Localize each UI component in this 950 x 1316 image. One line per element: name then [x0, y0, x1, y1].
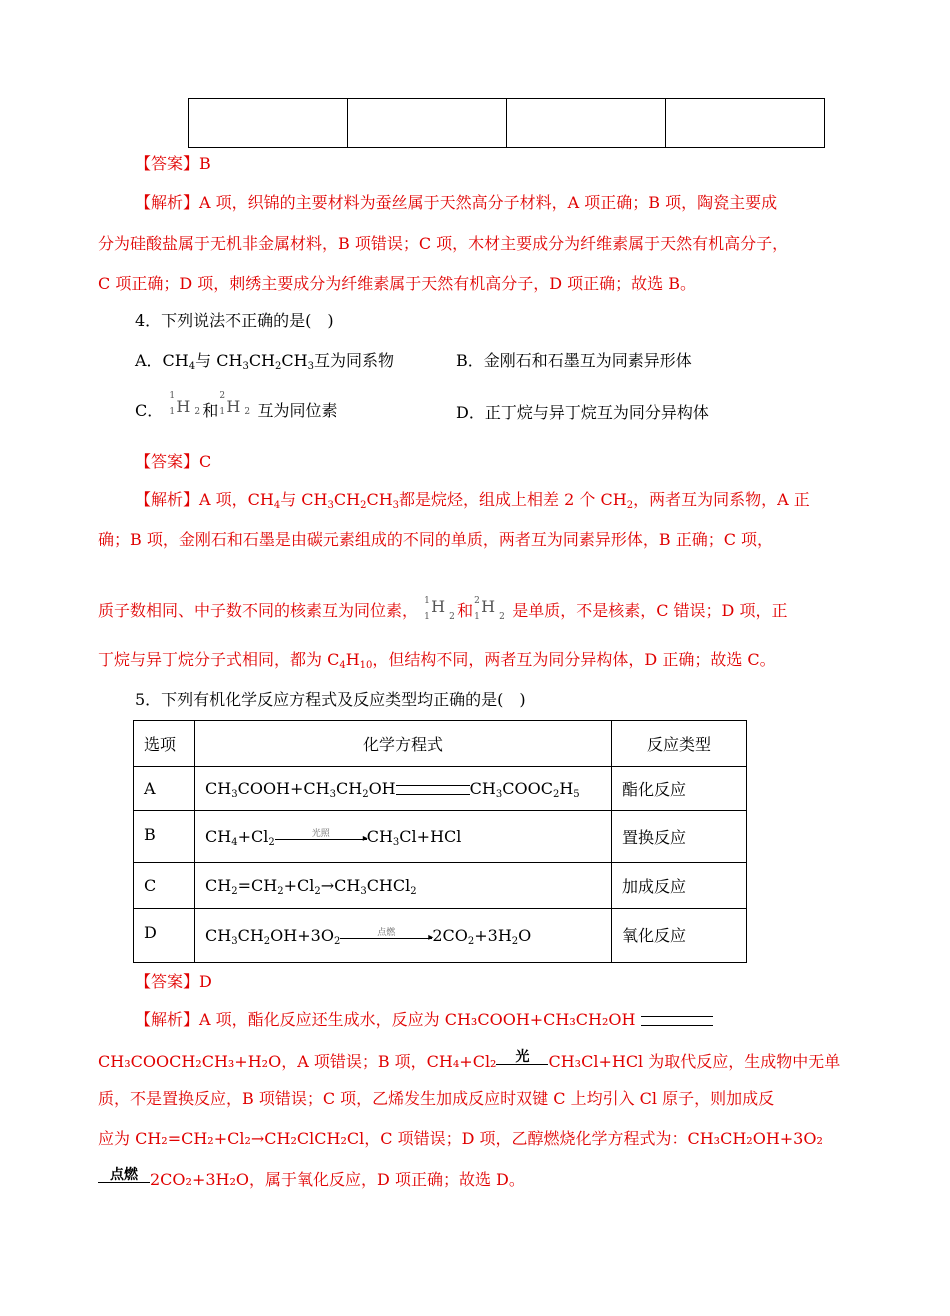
table-header: 化学方程式 — [195, 721, 612, 767]
option-cell: C — [134, 863, 195, 909]
q4-stem: 4．下列说法不正确的是( ) — [135, 311, 334, 330]
option-cell: D — [134, 909, 195, 963]
q4-option-a: A．$CH_4$与 $CH_3CH_2CH_3$互为同系物 — [135, 351, 394, 372]
q4-answer: 【答案】C — [135, 452, 212, 471]
q5-analysis-line: 【解析】A 项，酯化反应还生成水，反应为 CH₃COOH+CH₃CH₂OH — [135, 1010, 905, 1030]
table-row — [134, 909, 747, 963]
equation-cell: $CH_3COOH+CH_3CH_2OH$ $CH_3COOC_2H_5$ — [195, 767, 612, 811]
reaction-arrow: 光照 ▸ — [275, 830, 367, 846]
q3-analysis-line: 【解析】A 项，织锦的主要材料为蚕丝属于天然高分子材料，A 项正确；B 项，陶瓷主要成 — [135, 193, 778, 212]
isotope-h1-symbol: 1 1 H 2 — [169, 391, 201, 417]
q4-analysis-line: 【解析】A 项，$CH_4$与 $CH_3CH_2CH_3$都是烷烃，组成上相差 2 个 $CH_2$，两者互为同系物，A 正 — [135, 490, 810, 511]
reaction-type-cell: 氧化反应 — [612, 909, 747, 963]
reaction-arrow: 点燃 ▸ — [340, 929, 432, 945]
q5-stem: 5．下列有机化学反应方程式及反应类型均正确的是( ) — [135, 690, 526, 709]
table-row — [134, 863, 747, 909]
q5-answer: 【答案】D — [135, 972, 212, 991]
reversible-arrow — [641, 1016, 713, 1026]
equation-cell: $CH_3CH_2OH+3O_2$ 点燃 ▸ $2CO_2+3H_2O$ — [195, 909, 612, 963]
table-row — [134, 811, 747, 863]
option-cell: A — [134, 767, 195, 811]
reaction-type-cell: 置换反应 — [612, 811, 747, 863]
top-table-cell — [666, 99, 825, 148]
q5-analysis-line: 点燃 2CO₂+3H₂O，属于氧化反应，D 项正确；故选 D。 — [98, 1167, 868, 1190]
q5-analysis-line: 质，不是置换反应，B 项错误；C 项，乙烯发生加成反应时双键 C 上均引入 Cl 原子，则加成反 — [98, 1089, 775, 1108]
reversible-arrow — [396, 785, 470, 795]
q4-analysis-line: 质子数相同、中子数不同的核素互为同位素， 1 1 H 2 和 2 1 H 2 是单质，不是核素，C 错误；D 项，正 — [98, 596, 788, 622]
q5-analysis-line: CH₃COOCH₂CH₃+H₂O，A 项错误；B 项，CH₄+Cl₂ 光 CH₃Cl+HCl 为取代反应，生成物中无单 — [98, 1049, 841, 1071]
q4-analysis-line: 丁烷与异丁烷分子式相同，都为 $C_4H_{10}$，但结构不同，两者互为同分异构体，D 正确；故选 C。 — [98, 650, 776, 671]
equation-cell: $CH_2=CH_2+Cl_2\to CH_3CHCl_2$ — [195, 863, 612, 909]
reaction-type-cell: 加成反应 — [612, 863, 747, 909]
q3-answer: 【答案】B — [135, 154, 211, 173]
q4-option-c: C． 1 1 H 2 和 2 1 H 2 互为同位素 — [135, 391, 338, 420]
q4-option-b: B．金刚石和石墨互为同素异形体 — [456, 351, 692, 370]
q4-analysis-line: 确；B 项，金刚石和石墨是由碳元素组成的不同的单质，两者互为同素异形体，B 正确；C 项， — [98, 530, 774, 549]
q3-analysis-line: 分为硅酸盐属于无机非金属材料，B 项错误；C 项，木材主要成分为纤维素属于天然有机高分子， — [98, 234, 789, 253]
table-header: 反应类型 — [612, 721, 747, 767]
option-cell: B — [134, 811, 195, 863]
top-table-cell — [507, 99, 666, 148]
q5-analysis-line: 应为 CH₂=CH₂+Cl₂→CH₂ClCH₂Cl，C 项错误；D 项，乙醇燃烧化学方程式为：CH₃CH₂OH+3O₂ — [98, 1129, 823, 1148]
reaction-type-cell: 酯化反应 — [612, 767, 747, 811]
table-row — [134, 767, 747, 811]
reaction-arrow: 点燃 — [98, 1167, 150, 1189]
q4-option-d: D．正丁烷与异丁烷互为同分异构体 — [456, 403, 709, 422]
top-table-cell — [348, 99, 507, 148]
top-table — [188, 98, 825, 148]
table-header: 选项 — [134, 721, 195, 767]
equation-cell: $CH_4+Cl_2$ 光照 ▸ $CH_3Cl+HCl$ — [195, 811, 612, 863]
q3-analysis-line: C 项正确；D 项，刺绣主要成分为纤维素属于天然有机高分子，D 项正确；故选 B。 — [98, 274, 697, 293]
q5-table — [133, 720, 747, 963]
top-table-cell — [189, 99, 348, 148]
reaction-arrow: 光 — [496, 1049, 548, 1071]
isotope-h2-symbol: 2 1 H 2 — [474, 596, 505, 622]
isotope-h1-symbol: 1 1 H 2 — [424, 596, 455, 622]
isotope-h2-symbol: 2 1 H 2 — [219, 391, 251, 417]
